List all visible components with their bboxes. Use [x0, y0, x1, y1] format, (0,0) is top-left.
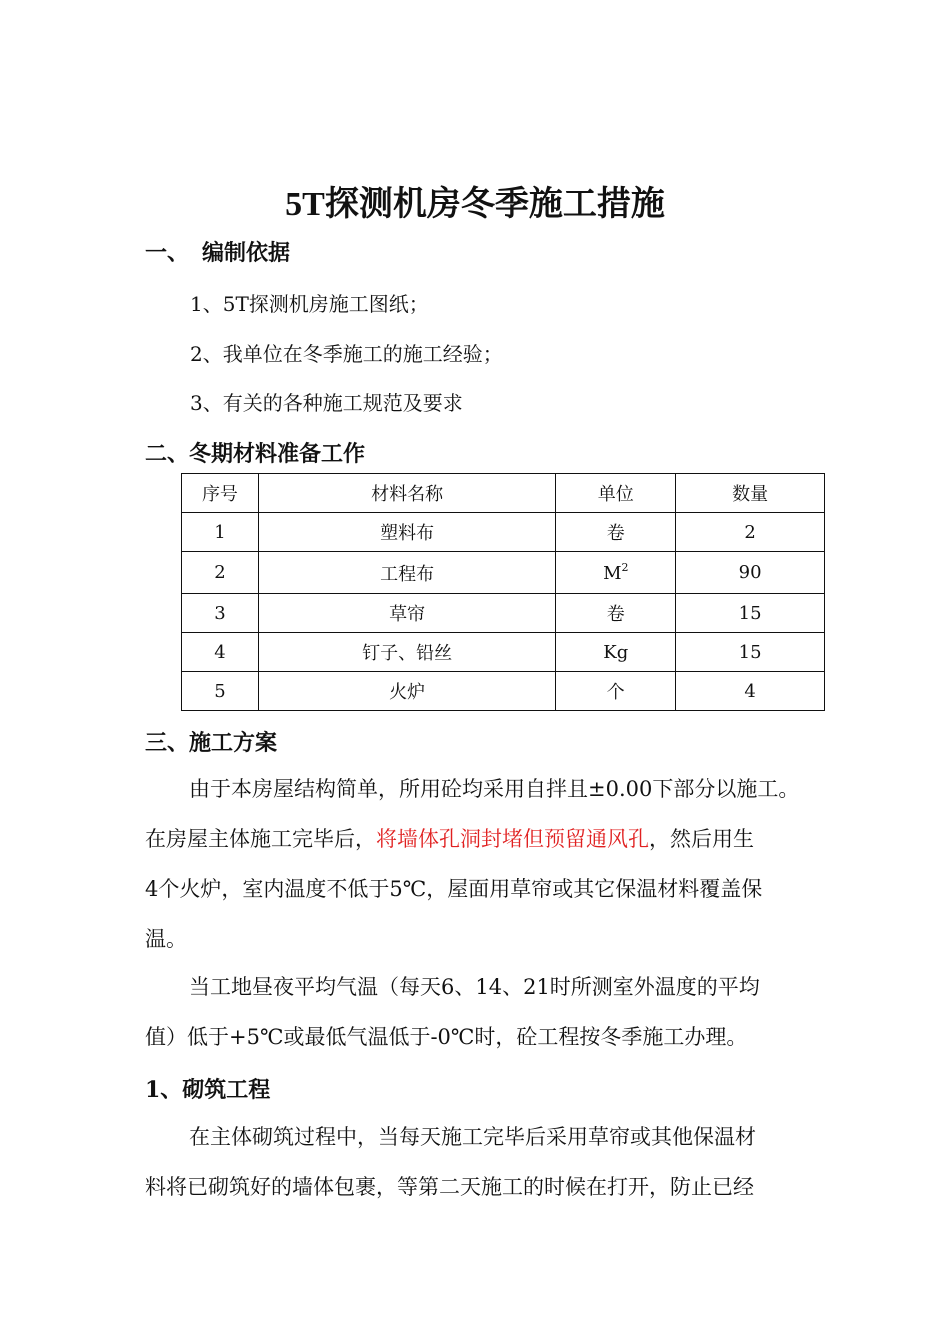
text-segment: 在房屋主体施工完毕后，: [145, 827, 376, 851]
text-line: 值）低于+5℃或最低气温低于-0℃时，砼工程按冬季施工办理。: [145, 1025, 748, 1049]
section-heading-materials: 二、冬期材料准备工作: [145, 441, 366, 467]
table-cell: 4: [676, 672, 825, 711]
list-item: 2、我单位在冬季施工的施工经验；: [190, 342, 503, 366]
table-cell: 卷: [556, 513, 676, 552]
masonry-paragraph: [145, 1112, 825, 1212]
plan-paragraph-2: [145, 962, 825, 1062]
table-cell: 4: [182, 633, 259, 672]
column-header: 单位: [556, 474, 676, 513]
table-cell: 火炉: [258, 672, 556, 711]
column-header: 材料名称: [258, 474, 556, 513]
table-cell: 草帘: [258, 594, 556, 633]
table-row: [182, 594, 825, 633]
table-cell: 3: [182, 594, 259, 633]
table-cell: 工程布: [258, 552, 556, 594]
table-cell: [556, 552, 676, 594]
materials-table: [181, 473, 825, 711]
table-row: [182, 552, 825, 594]
table-cell: 卷: [556, 594, 676, 633]
unit-text: M: [603, 563, 622, 584]
text-line: [145, 814, 825, 864]
text-line: 由于本房屋结构简单，所用砼均采用自拌且±0.00下部分以施工。: [189, 777, 800, 801]
table-cell: 2: [676, 513, 825, 552]
text-line: 料将已砌筑好的墙体包裹，等第二天施工的时候在打开，防止已经: [145, 1175, 754, 1199]
table-row: [182, 513, 825, 552]
plan-paragraph-1: [145, 764, 825, 964]
section-number: 一、: [145, 240, 190, 266]
table-cell: 塑料布: [258, 513, 556, 552]
text-line: 当工地昼夜平均气温（每天6、14、21时所测室外温度的平均: [189, 975, 760, 999]
table-cell: 2: [182, 552, 259, 594]
text-line: 4个火炉，室内温度不低于5℃，屋面用草帘或其它保温材料覆盖保: [145, 877, 763, 901]
page-title: 5T探测机房冬季施工措施: [285, 186, 665, 223]
text-line: 在主体砌筑过程中，当每天施工完毕后采用草帘或其他保温材: [189, 1125, 756, 1149]
table-cell: 15: [676, 594, 825, 633]
section-heading-basis: [145, 236, 290, 267]
text-line: 温。: [145, 927, 187, 951]
section-title: 编制依据: [202, 240, 291, 266]
table-row: [182, 672, 825, 711]
column-header: 数量: [676, 474, 825, 513]
column-header: 序号: [182, 474, 259, 513]
table-cell: 钉子、铅丝: [258, 633, 556, 672]
section-heading-masonry: 1、砌筑工程: [145, 1077, 271, 1103]
list-item: 3、有关的各种施工规范及要求: [190, 391, 463, 415]
highlighted-text: 将墙体孔洞封堵但预留通风孔: [376, 827, 649, 851]
section-heading-plan: 三、施工方案: [145, 730, 278, 756]
table-cell: 90: [676, 552, 825, 594]
table-cell: 个: [556, 672, 676, 711]
table-cell: Kg: [556, 633, 676, 672]
table-header-row: [182, 474, 825, 513]
text-segment: ，然后用生: [649, 827, 754, 851]
table-cell: 5: [182, 672, 259, 711]
list-item: 1、5T探测机房施工图纸；: [190, 292, 429, 316]
table-cell: 15: [676, 633, 825, 672]
table-row: [182, 633, 825, 672]
table-cell: 1: [182, 513, 259, 552]
unit-superscript: 2: [621, 561, 629, 574]
